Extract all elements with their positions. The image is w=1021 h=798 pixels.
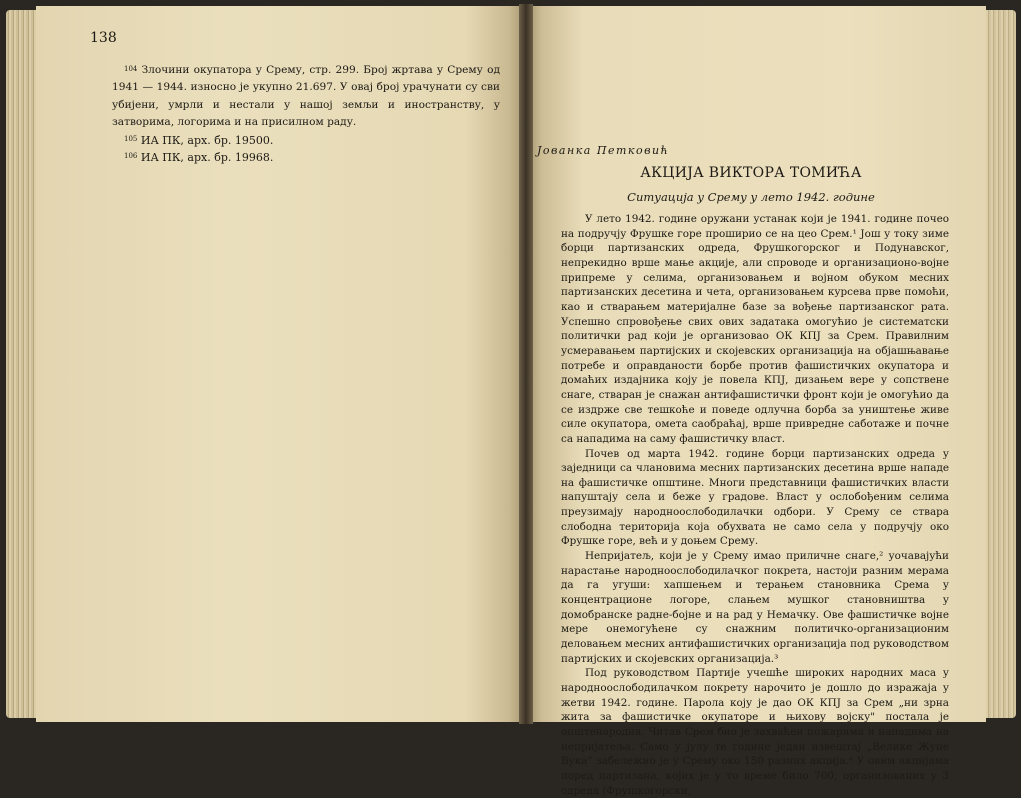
footnote-text: ИА ПК, арх. бр. 19968. <box>140 151 274 165</box>
paragraph: Под руководством Партије учешће широких народних маса у народноослободилачком покрету нарочито је дошло до изражаја у жетви 1942. године. Парола коју је дао ОК КПЈ за Срем „ни зрна жита за фашистичке окупаторе и њихову војску" постала је општенародна. Читав Срем био је захваћен пожарима и нападима на непријатеља. Само у јулу те године један извештај „Велике Жупе Вука" забележио је у Срему око 150 разних акција.⁴ У овим акцијама поред партизана, којих је у то време било 700, организованих у 3 одреда (Фрушкогорски, <box>561 667 949 797</box>
footnote-text: Злочини окупатора у Срему, стр. 299. Број жртава у Срему од 1941 — 1944. износно је укупно 21.697. У овај број урачунати су сви убијени, умрли и нестали у нашој земљи и иностранству, у затворима, логорима и на присилном раду. <box>112 64 500 129</box>
article-author: Јованка Петковић <box>537 144 670 157</box>
paragraph: У лето 1942. године оружани устанак који је 1941. године почео на подручју Фрушке горе проширио се на цео Срем.¹ Још у току зиме борци партизанских одреда, Фрушкогорског и Подунавског, непрекидно врше мање акције, али спроводе и организационо-војне припреме у селима, организовањем и војном обуком месних партизанских десетина и чета, организовањем курсева прве помоћи, као и стварањем материјалне базе за вођење партизанског рата. Успешно спровођење свих ових задатака омогућио је систематски политички рад који је организовао ОК КПЈ за Срем. Правилним усмеравањем партијских и скојевских организација на објашњавање потребе и оправданости борбе против фашистичких окупатора и домаћих издајника коју је повела КПЈ, дизањем вере у сопствене снаге, стваран је снажан антифашистички фронт који је омогућио да се издрже све тешкоће и поведе одлучна борба за уништење живе силе окупатора, омета саобраћај, врше привредне саботаже и почне са нападима на саму фашистичку власт. <box>561 213 949 445</box>
footnote-marker: 104 <box>124 65 138 73</box>
section-heading: Ситуација у Срему у лето 1942. године <box>627 190 875 204</box>
book-gutter <box>519 4 533 724</box>
footnote <box>112 62 500 132</box>
article-title: АКЦИЈА ВИКТОРА ТОМИЋА <box>640 165 862 181</box>
footnote <box>112 149 500 166</box>
article-body <box>561 212 949 798</box>
page-edges-right <box>986 10 1016 718</box>
paragraph: Почев од марта 1942. године борци партизанских одреда у заједници са члановима месних партизанских десетина врше нападе на фашистичке општине. Многи представници фашистичких власти напуштају села и беже у градове. Власт у ослобођеним селима преузимају народноослободилачки одбори. У Срему се ствара слободна територија која обухвата не само села у подручју око Фрушке горе, већ и у доњем Срему. <box>561 447 949 548</box>
paragraph: Непријатељ, који је у Срему имао приличне снаге,² уочавајући нарастање народноослободилачког покрета, настоји разним мерама да га угуши: хапшењем и терањем становника Срема у концентрационе логоре, слањем мушког становништва у домобранске радне-бојне и на рад у Немачку. Ове фашистичке војне мере онемогућене су снажним политичко-организационим деловањем месних антифашистичких организација под руководством партијских и скојевских организација.³ <box>561 550 949 665</box>
page-number: 138 <box>90 30 117 46</box>
footnote-marker: 106 <box>124 152 138 161</box>
footnote-marker: 105 <box>124 134 138 143</box>
footnotes <box>112 62 500 166</box>
page-edges-left <box>6 10 38 718</box>
footnote <box>112 132 500 149</box>
footnote-text: ИА ПК, арх. бр. 19500. <box>140 133 274 147</box>
